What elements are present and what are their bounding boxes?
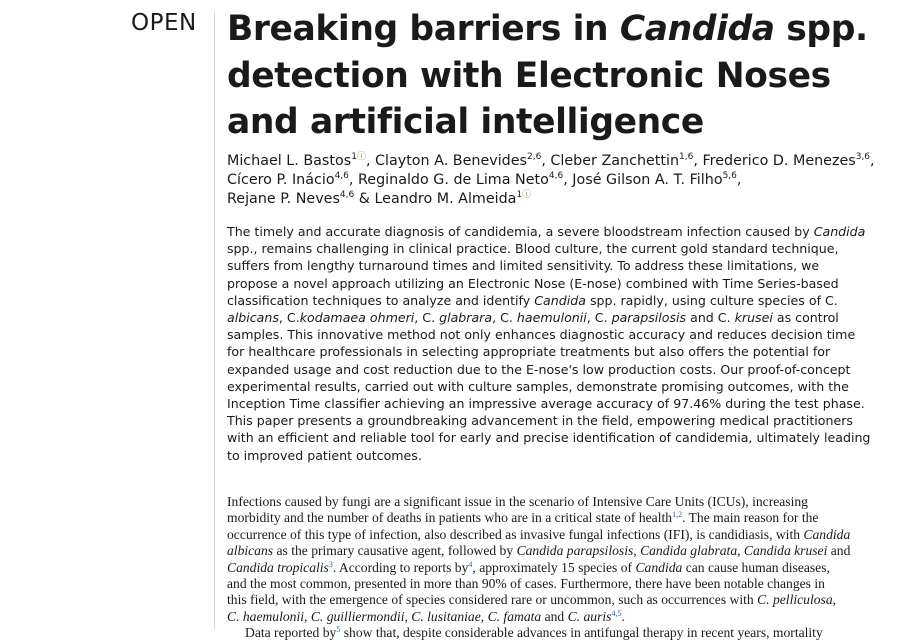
open-access-label: OPEN	[131, 10, 197, 36]
author-name[interactable]: , José Gilson A. T. Filho	[563, 172, 723, 188]
body-line: morbidity and the number of deaths in patients who are in a critical state of health$^{1,2}$. The main reason for the	[227, 510, 819, 526]
author-name[interactable]: , Frederico D. Menezes	[693, 153, 856, 169]
author-name[interactable]: Cícero P. Inácio	[227, 172, 335, 188]
author-name[interactable]: Michael L. Bastos	[227, 153, 352, 169]
reference-link[interactable]: 4,5	[611, 608, 622, 618]
title-line-1: Breaking barriers in Candida spp.	[227, 9, 868, 49]
body-line: albicans as the primary causative agent, followed by Candida parapsilosis, Candida glabrata, Candida krusei and	[227, 543, 851, 559]
abstract-line: experimental results, carried out with culture samples, demonstrate promising outcomes, with the	[227, 378, 849, 394]
abstract-line: This paper presents a groundbreaking advancement in the field, empowering medical practitioners	[227, 413, 853, 429]
abstract-line: to improved patient outcomes.	[227, 447, 422, 463]
orcid-icon[interactable]: ⓘ	[522, 190, 532, 200]
author-line: Rejane P. Neves$^{4,6}$ & Leandro M. Almeida$^{1ⓘ}$	[227, 190, 532, 207]
author-name[interactable]: Rejane P. Neves	[227, 191, 340, 207]
author-name[interactable]: , Clayton A. Benevides	[365, 153, 527, 169]
abstract-line: Inception Time classifier achieving an impressive average accuracy of 97.46% during the test phase.	[227, 396, 865, 412]
author-name[interactable]: & Leandro M. Almeida	[354, 191, 517, 207]
body-line: occurrence of this type of infection, also described as invasive fungal infections (IFI), is candidiasis, with Candida	[227, 526, 851, 542]
abstract-line: albicans, C.kodamaea ohmeri, C. glabrara, C. haemulonii, C. parapsilosis and C. krusei as control	[227, 310, 839, 326]
orcid-icon[interactable]: ⓘ	[356, 152, 366, 162]
body-line: Data reported $by^5$ show that, despite considerable advances in antifungal therapy in recent years, mortality	[245, 625, 823, 641]
abstract-line: propose a novel approach utilizing an Electronic Nose (E-nose) combined with Time Series-based	[227, 275, 839, 291]
body-line: this field, with the emergence of species considered rare or uncommon, such as occurrences with C. pelliculosa,	[227, 592, 837, 608]
author-name[interactable]: , Cleber Zanchettin	[541, 153, 680, 169]
title-line-2: detection with Electronic Noses	[227, 55, 831, 96]
author-line: Michael L. Bastos$^{1ⓘ}$, Clayton A. Benevides$^{2,6}$, Cleber Zanchettin$^{1,6}$, Frederico D. Menezes$^{3,6}$,	[227, 152, 875, 169]
body-line: and the most common, presented in more than 90% of cases. Furthermore, there have been notable changes in	[227, 576, 825, 592]
abstract-line: spp., remains challenging in clinical practice. Blood culture, the current gold standard technique,	[227, 241, 839, 257]
reference-link[interactable]: 4	[468, 559, 473, 569]
title-line-3: and artificial intelligence	[227, 102, 704, 142]
abstract-line: expanded usage and cost reduction due to the E-nose's low production costs. Our proof-of-concept	[227, 361, 851, 377]
abstract-line: samples. This innovative method not only enhances diagnostic accuracy and reduces decision time	[227, 327, 856, 343]
article-title	[227, 6, 867, 146]
author-line: Cícero P. Inácio$^{4,6}$, Reginaldo G. de Lima Neto$^{4,6}$, José Gilson A. T. Filho$^{5,6}$,	[227, 171, 742, 188]
author-name[interactable]: , Reginaldo G. de Lima Neto	[348, 172, 549, 188]
reference-link[interactable]: 1,2	[672, 510, 683, 520]
introduction-text	[227, 494, 857, 642]
body-line: Candida tropicalis$^3$. According to reports $by^4$, approximately 15 species of Candida can cause human diseases,	[227, 559, 830, 575]
margin-divider	[214, 12, 215, 630]
abstract-line: for healthcare professionals in selecting appropriate treatments but also offers the potential for	[227, 344, 831, 360]
author-list	[227, 152, 877, 209]
abstract-line: suffers from lengthy turnaround times and limited sensitivity. To address these limitations, we	[227, 258, 820, 274]
abstract-line: The timely and accurate diagnosis of candidemia, a severe bloodstream infection caused by Candida	[227, 224, 866, 239]
abstract-line: classification techniques to analyze and identify Candida spp. rapidly, using culture species of C.	[227, 292, 838, 308]
body-line: C. haemulonii, C. guilliermondii, C. lusitaniae, C. famata and C. auris$^{4,5}$.	[227, 608, 625, 624]
abstract-line: with an efficient and reliable tool for early and precise identification of candidemia, ultimately leading	[227, 430, 871, 446]
reference-link[interactable]: 3	[328, 559, 333, 569]
body-line: Infections caused by fungi are a significant issue in the scenario of Intensive Care Units (ICUs), increasing	[227, 494, 808, 509]
reference-link[interactable]: 5	[336, 625, 341, 635]
abstract	[227, 223, 871, 464]
